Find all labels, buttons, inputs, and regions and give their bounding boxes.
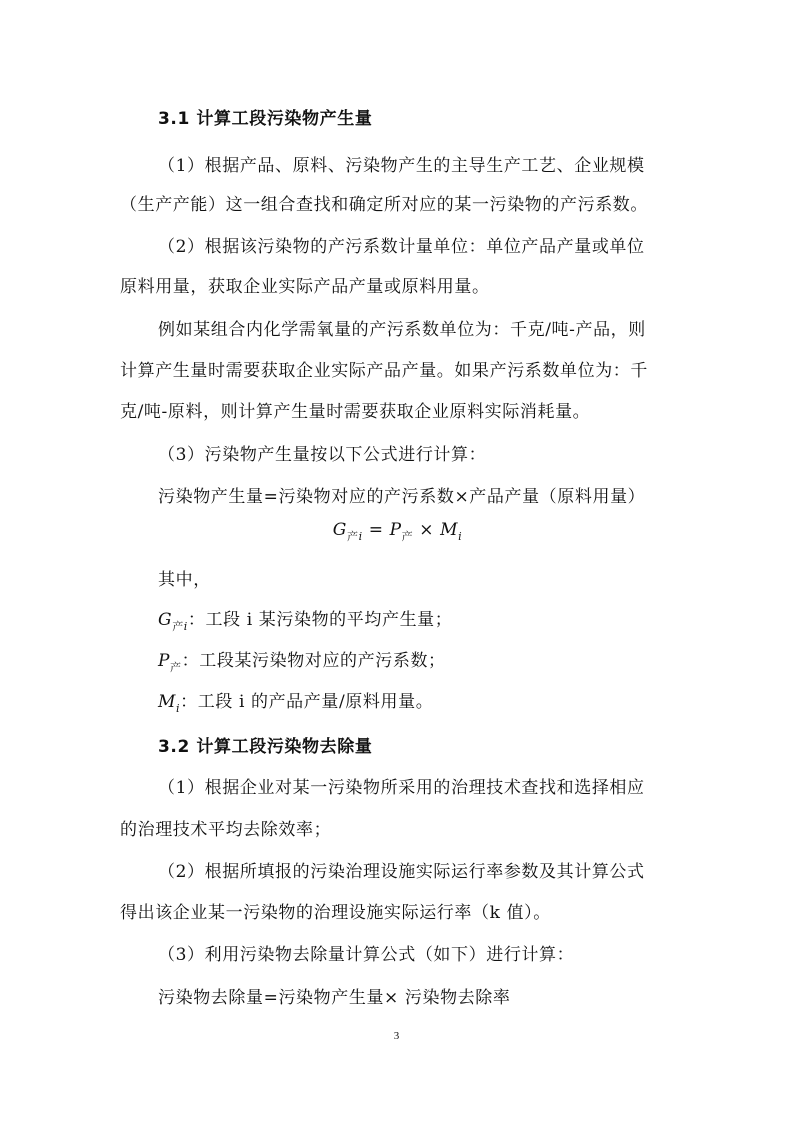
paragraph-line: （1）根据企业对某一污染物所采用的治理技术查找和选择相应 xyxy=(158,778,645,798)
page-number: 3 xyxy=(393,1030,400,1042)
paragraph-line: 例如某组合内化学需氧量的产污系数单位为：千克/吨-产品，则 xyxy=(158,320,646,340)
definition-m: $M_i$：工段 i 的产品产量/原料用量。 xyxy=(158,692,434,715)
definition-p: $P_产$：工段某污染物对应的产污系数； xyxy=(158,651,446,674)
paragraph-line: 得出该企业某一污染物的治理设施实际运行率（k 值）。 xyxy=(120,903,551,923)
paragraph-line: （生产产能）这一组合查找和确定所对应的某一污染物的产污系数。 xyxy=(120,195,648,215)
definition-g: $G_{产i}$：工段 i 某污染物的平均产生量； xyxy=(158,610,453,633)
paragraph-line: 原料用量，获取企业实际产品产量或原料用量。 xyxy=(120,277,490,297)
where-label: 其中， xyxy=(158,570,211,590)
section-heading-3-1: 3.1 计算工段污染物产生量 xyxy=(158,109,373,129)
formula-math: $G_{产i} = P_产 \times M_i$ xyxy=(332,520,463,543)
paragraph-line: 计算产生量时需要获取企业实际产品产量。如果产污系数单位为：千 xyxy=(120,361,648,381)
formula-text: 污染物去除量=污染物产生量× 污染物去除率 xyxy=(158,988,511,1008)
paragraph-line: 的治理技术平均去除效率； xyxy=(120,820,332,840)
paragraph-line: （2）根据所填报的污染治理设施实际运行率参数及其计算公式 xyxy=(158,862,645,882)
paragraph-line: （3）利用污染物去除量计算公式（如下）进行计算： xyxy=(158,945,575,965)
paragraph-line: （1）根据产品、原料、污染物产生的主导生产工艺、企业规模 xyxy=(158,156,645,176)
formula-text: 污染物产生量=污染物对应的产污系数×产品产量（原料用量） xyxy=(158,487,646,507)
paragraph-line: 克/吨-原料，则计算产生量时需要获取企业原料实际消耗量。 xyxy=(120,402,591,422)
paragraph-line: （2）根据该污染物的产污系数计量单位：单位产品产量或单位 xyxy=(158,237,645,257)
section-heading-3-2: 3.2 计算工段污染物去除量 xyxy=(158,737,373,757)
paragraph-line: （3）污染物产生量按以下公式进行计算： xyxy=(158,445,487,465)
